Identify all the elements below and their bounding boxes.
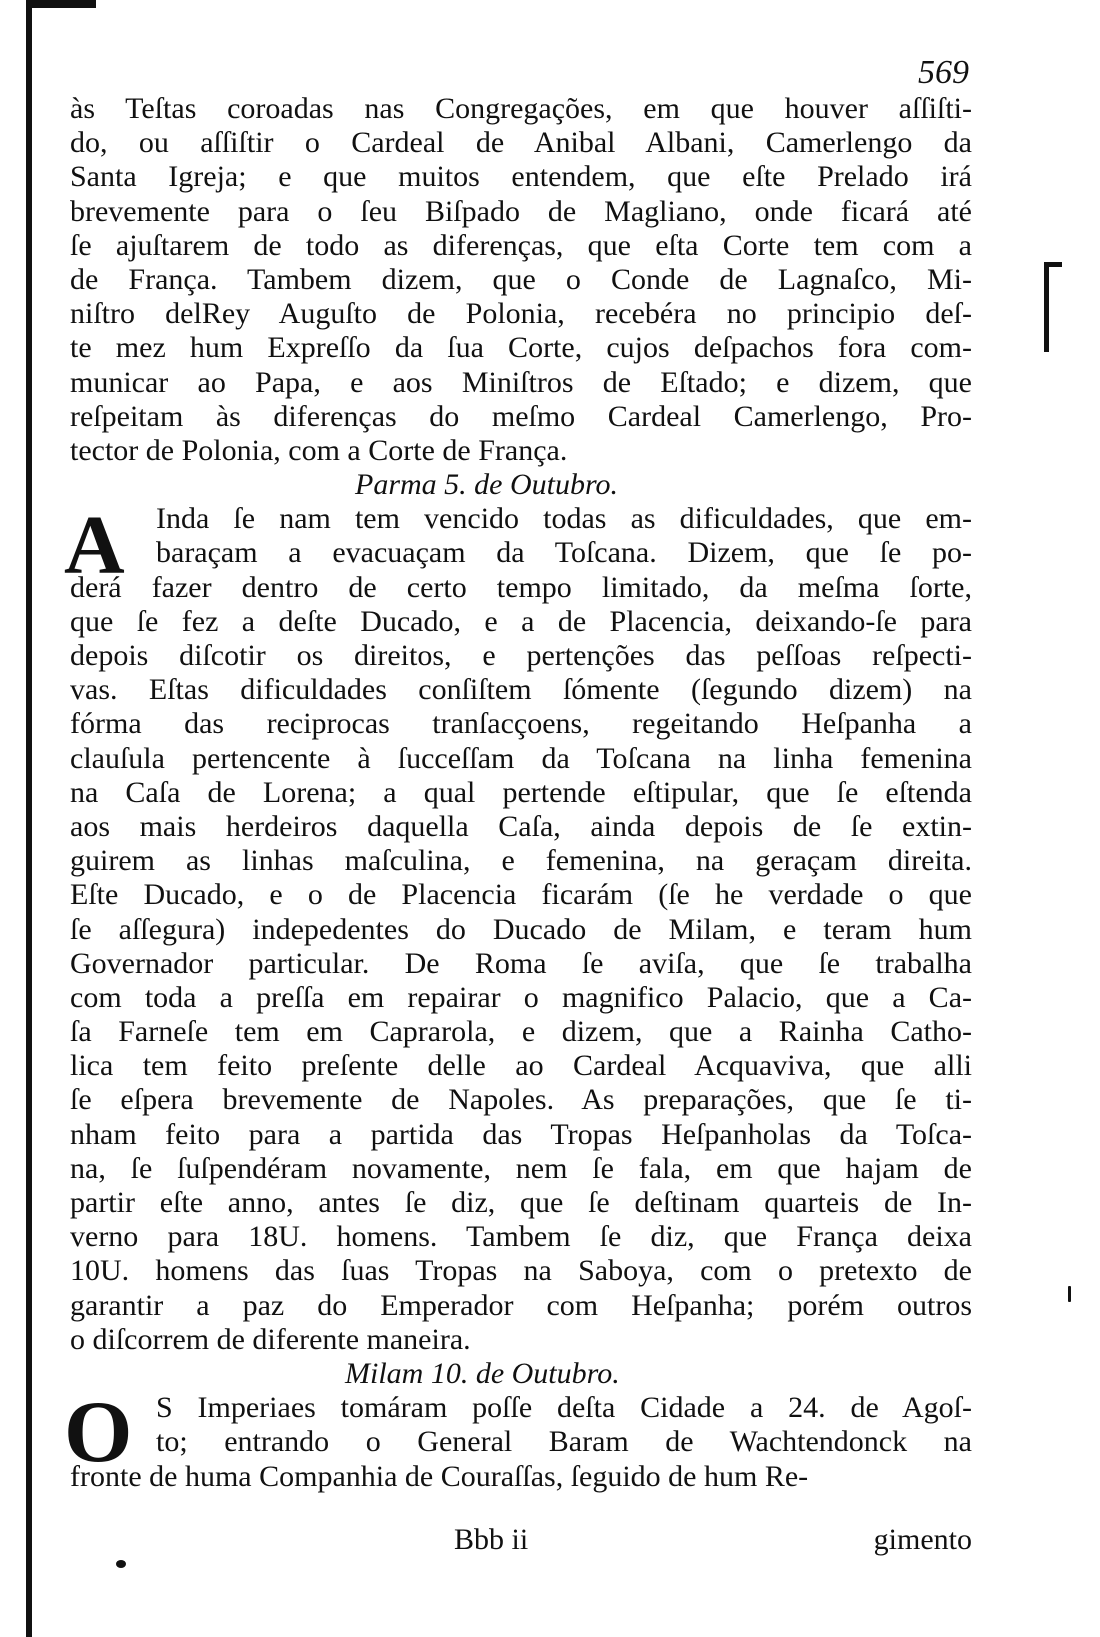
text-line: to; entrando o General Baram de Wachtendonck na bbox=[156, 1425, 972, 1459]
text-line: guirem as linhas maſculina, e femenina, na geraçam direita. bbox=[70, 844, 972, 878]
text-line: de França. Tambem dizem, que o Conde de Lagnaſco, Mi- bbox=[70, 262, 972, 296]
ink-speck bbox=[116, 1560, 126, 1568]
text-line: ſe ajuſtarem de todo as diferenças, que eſta Corte tem com a bbox=[70, 228, 972, 262]
text-line: com toda a preſſa em repairar o magnifico Palacio, que a Ca- bbox=[70, 980, 972, 1014]
parma-paragraph bbox=[64, 499, 972, 1357]
text-line: fronte de huma Companhia de Couraſſas, ſeguido de hum Re- bbox=[70, 1459, 809, 1493]
text-line: derá fazer dentro de certo tempo limitado, da meſma ſorte, bbox=[70, 570, 972, 604]
text-line: depois diſcotir os direitos, e pertenções das peſſoas reſpecti- bbox=[70, 639, 972, 672]
text-line: lica tem feito preſente delle ao Cardeal Acquaviva, que alli bbox=[70, 1049, 972, 1083]
milam-paragraph bbox=[64, 1384, 972, 1494]
text-line: S Imperiaes tomáram poſſe deſta Cidade a 24. de Agoſ- bbox=[156, 1391, 972, 1425]
text-line: nham feito para a partida das Tropas Heſpanholas da Toſca- bbox=[70, 1117, 972, 1151]
page-number: 569 bbox=[918, 54, 969, 91]
text-line: vas. Eſtas dificuldades conſiſtem ſómente (ſegundo dizem) na bbox=[70, 673, 972, 707]
text-line: fórma das reciprocas tranſacçoens, regeitando Heſpanha a bbox=[70, 707, 972, 741]
parma-lines bbox=[70, 502, 972, 1357]
milam-lines bbox=[70, 1391, 972, 1494]
text-line: tector de Polonia, com a Corte de França. bbox=[70, 433, 568, 467]
binding-edge-top bbox=[26, 0, 96, 8]
body-text bbox=[64, 92, 972, 1494]
signature-mark: Bbb ii bbox=[454, 1523, 529, 1556]
text-line: niſtro delRey Auguſto de Polonia, recebéra no principio deſ- bbox=[70, 297, 972, 331]
text-line: o diſcorrem de diferente maneira. bbox=[70, 1322, 471, 1356]
text-line: que ſe fez a deſte Ducado, e a de Placencia, deixando-ſe para bbox=[70, 604, 972, 638]
margin-bracket bbox=[1044, 262, 1049, 352]
dateline-milam: Milam 10. de Outubro. bbox=[345, 1356, 620, 1390]
ink-speck bbox=[1068, 1286, 1071, 1302]
text-line: verno para 18U. homens. Tambem ſe diz, que França deixa bbox=[70, 1220, 972, 1254]
text-line: reſpeitam às diferenças do meſmo Cardeal Camerlengo, Pro- bbox=[70, 399, 972, 433]
text-line: Governador particular. De Roma ſe aviſa, que ſe trabalha bbox=[70, 946, 972, 980]
text-line: brevemente para o ſeu Biſpado de Magliano, onde ficará até bbox=[70, 194, 972, 228]
text-line: ſe aſſegura) indepedentes do Ducado de Milam, e teram hum bbox=[70, 912, 972, 946]
page-footer bbox=[70, 1523, 972, 1557]
text-line: ſa Farneſe tem em Caprarola, e dizem, que a Rainha Catho- bbox=[70, 1015, 972, 1049]
catchword: gimento bbox=[873, 1523, 972, 1556]
text-line: clauſula pertencente à ſucceſſam da Toſcana na linha femenina bbox=[70, 741, 972, 775]
text-line: ſe eſpera brevemente de Napoles. As preparações, que ſe ti- bbox=[70, 1083, 972, 1117]
text-line: municar ao Papa, e aos Miniſtros de Eſtado; e dizem, que bbox=[70, 365, 972, 399]
text-line: Eſte Ducado, e o de Placencia ficarám (ſe he verdade o que bbox=[70, 878, 972, 912]
binding-edge bbox=[26, 0, 32, 1637]
text-line: Santa Igreja; e que muitos entendem, que eſte Prelado irá bbox=[70, 160, 972, 194]
text-line: aos mais herdeiros daquella Caſa, ainda depois de ſe extin- bbox=[70, 809, 972, 843]
text-line: garantir a paz do Emperador com Heſpanha; porém outros bbox=[70, 1288, 972, 1322]
text-line: Inda ſe nam tem vencido todas as dificuldades, que em- bbox=[156, 502, 972, 536]
text-line: partir eſte anno, antes ſe diz, que ſe deſtinam quarteis de In- bbox=[70, 1186, 972, 1219]
text-line: na, ſe ſuſpendéram novamente, nem ſe fala, em que hajam de bbox=[70, 1151, 972, 1185]
text-line: te mez hum Expreſſo da ſua Corte, cujos deſpachos fora com- bbox=[70, 331, 972, 365]
text-line: baraçam a evacuaçam da Toſcana. Dizem, que ſe po- bbox=[156, 536, 972, 570]
dateline-parma: Parma 5. de Outubro. bbox=[355, 468, 619, 502]
text-line: 10U. homens das ſuas Tropas na Saboya, com o pretexto de bbox=[70, 1254, 972, 1288]
text-line: do, ou aſſiſtir o Cardeal de Anibal Albani, Camerlengo da bbox=[70, 126, 972, 160]
drop-cap-a: A bbox=[64, 499, 125, 593]
text-line: às Teſtas coroadas nas Congregações, em que houver aſſiſti- bbox=[70, 92, 972, 125]
text-line: na Caſa de Lorena; a qual pertende eſtipular, que ſe eſtenda bbox=[70, 775, 972, 809]
paragraph-preceding bbox=[70, 92, 972, 468]
drop-cap-o: O bbox=[64, 1384, 133, 1482]
